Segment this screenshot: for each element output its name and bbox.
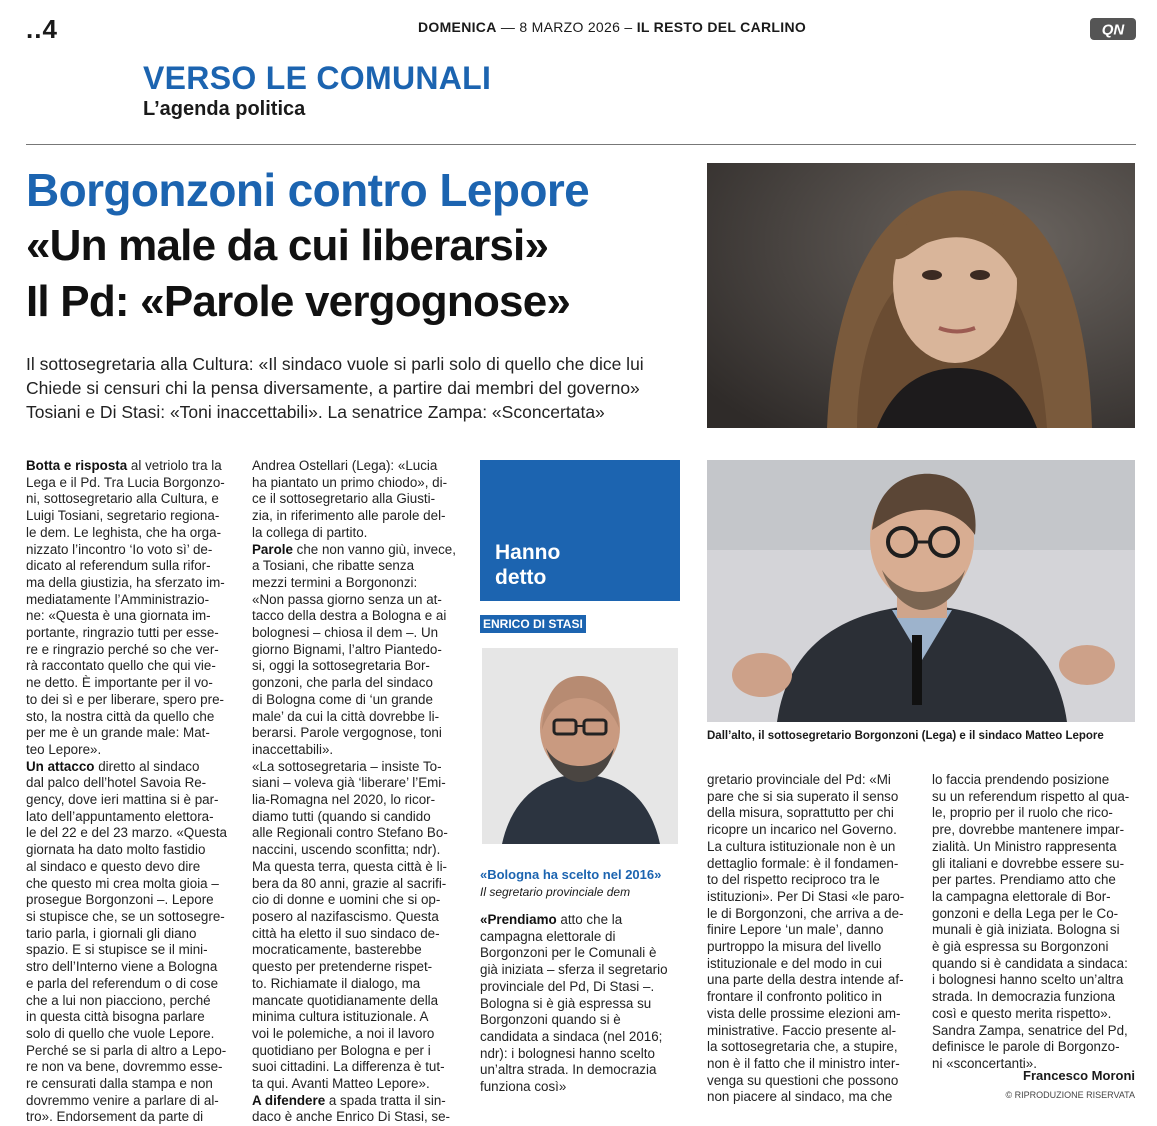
text-line: Un attacco diretto al sindaco	[26, 758, 200, 774]
text-line: lia-Romagna nel 2020, lo ricor-	[252, 792, 436, 808]
portrait-woman-illustration	[707, 163, 1135, 428]
text-line: mancate quotidianamente della	[252, 992, 439, 1008]
text-line: munali è già iniziata. Bologna si	[932, 922, 1120, 938]
text-line: quotidiano per Bologna e per i	[252, 1042, 431, 1058]
text-line: gonzoni e della Lega per le Co-	[932, 905, 1119, 921]
text-line: finire Lepore ‘un male’, danno	[707, 922, 884, 938]
text-line: gli italiani e dovrebbe essere su-	[932, 855, 1125, 871]
text-line: la campagna elettorale di Bor-	[932, 888, 1111, 904]
text-line: pare che si sia superato il senso	[707, 788, 899, 804]
text-line: le, proprio per il ruolo che rico-	[932, 805, 1113, 821]
headline	[26, 162, 696, 330]
text-line: campagna elettorale di	[480, 928, 616, 944]
text-line: le dem. Le leghista, che ha orga-	[26, 524, 222, 540]
text-line: prosegue Borgonzoni –. Lepore	[26, 892, 214, 908]
text-line: che questo mi crea molta gioia –	[26, 875, 219, 891]
text-line: Sandra Zampa, senatrice del Pd,	[932, 1022, 1128, 1038]
section-subtitle: L’agenda politica	[143, 98, 306, 120]
text-line: così e questo merita rispetto».	[932, 1005, 1112, 1021]
text-line: ministrative. Faccio presente al-	[707, 1022, 897, 1038]
text-line: non piacere al sindaco, ma che	[707, 1089, 893, 1105]
text-line: to dei sì e per liberare, spero pre-	[26, 691, 224, 707]
text-line: mezzi termini a Borgononzi:	[252, 574, 418, 590]
text-line: dettaglio formale: è il fondamen-	[707, 855, 899, 871]
text-line: per me è un grande male: Mat-	[26, 725, 210, 741]
text-line: male’ da cui la città dovrebbe li-	[252, 708, 440, 724]
text-line: cio di donne e uomini che si op-	[252, 892, 441, 908]
text-line: rà raccontato quello che qui vie-	[26, 658, 216, 674]
text-line: frontare il confronto politico in	[707, 989, 882, 1005]
text-line: non è il fatto che il ministro inter-	[707, 1055, 900, 1071]
article-column-1	[26, 458, 231, 1126]
hanno-detto-label: Hanno detto	[495, 541, 561, 589]
text-line: istituzionale e del modo in cui	[707, 955, 882, 971]
qn-logo-text: QN	[1101, 21, 1125, 39]
quote-role: Il segretario provinciale dem	[480, 885, 631, 899]
dash-separator: —	[500, 19, 520, 35]
text-line: Ma questa terra, questa città è li-	[252, 858, 448, 874]
text-line: si stupisce che, se un sottosegre-	[26, 908, 225, 924]
text-line: a Tosiani, che ribatte senza	[252, 558, 415, 574]
text-line: dal palco dell’hotel Savoia Re-	[26, 775, 207, 791]
text-line: strada. In democrazia funziona	[932, 989, 1116, 1005]
date: 8 MARZO 2026	[519, 19, 621, 35]
text-line: tro». Endorsement da parte di	[26, 1109, 204, 1125]
text-line: spazio. E si stupisce se il mini-	[26, 942, 208, 958]
text-line: e parla del referendum o di cose	[26, 975, 219, 991]
text-line: quando si è candidata a sindaca:	[932, 955, 1128, 971]
text-line: si, oggi la sottosegretaria Bor-	[252, 658, 430, 674]
text-line: già iniziata – sferza il segretario	[480, 962, 668, 978]
text-line: le del 22 e del 23 marzo. «Questa	[26, 825, 227, 841]
page-number: ..4	[26, 14, 58, 44]
text-line: ricopre un incarico nel Governo.	[707, 822, 897, 838]
text-line: tacco della destra a Bologna e ai	[252, 608, 447, 624]
text-line: ne detto. È importante per il vo-	[26, 675, 213, 691]
text-line: portante, ringrazio tutti per esse-	[26, 625, 219, 641]
text-line: ndr): i bolognesi hanno scelto	[480, 1045, 655, 1061]
text-line: istituzioni». Per Di Stasi «le paro-	[707, 888, 905, 904]
text-line: bera da 80 anni, grazie al sacrifi-	[252, 875, 447, 891]
text-line: giorno Bignami, l’altro Piantedo-	[252, 641, 442, 657]
text-line: per partes. Prendiamo atto che	[932, 872, 1116, 888]
hanno-detto-box	[480, 460, 680, 601]
text-line: funziona così»	[480, 1079, 567, 1095]
text-line: i bolognesi hanno scelto un’altra	[932, 972, 1124, 988]
text-line: stro dell’Interno viene a Bologna	[26, 959, 218, 975]
text-line: minima cultura istituzionale. A	[252, 1009, 429, 1025]
text-line: La cultura istituzionale non è un	[707, 838, 896, 854]
text-line: in questa città bisogna parlare	[26, 1009, 205, 1025]
dateline	[418, 19, 806, 35]
text-line: è già espressa su Borgonzoni	[932, 939, 1109, 955]
text-line: Botta e risposta al vetriolo tra la	[26, 458, 222, 473]
article-column-2	[252, 458, 460, 1126]
text-line: una parte della destra intende af-	[707, 972, 904, 988]
text-line: suoi cittadini. La differenza è tut-	[252, 1059, 445, 1075]
copyright-notice: © RIPRODUZIONE RISERVATA	[1005, 1090, 1135, 1100]
subheadline-line: Tosiani e Di Stasi: «Toni inaccettabili». La senatrice Zampa: «Sconcertata»	[26, 402, 605, 422]
text-line: «La sottosegretaria – insiste To-	[252, 758, 442, 774]
text-line: le di Borgonzoni, che arriva a de-	[707, 905, 904, 921]
portrait-man-illustration	[707, 460, 1135, 722]
dash-separator: –	[624, 19, 637, 35]
text-line: della misura, soprattutto per chi	[707, 805, 894, 821]
divider	[26, 144, 1136, 145]
text-line: sto, la nostra città da quello che	[26, 708, 215, 724]
text-line: mocraticamente, basterebbe	[252, 942, 422, 958]
text-line: giornata ha dato molto fastidio	[26, 842, 206, 858]
text-line: gonzoni, che parla del sindaco	[252, 675, 433, 691]
photo-caption: Dall’alto, il sottosegretario Borgonzoni (Lega) e il sindaco Matteo Lepore	[707, 730, 1104, 742]
text-line: naccini, uscendo sconfitta; ndr).	[252, 842, 441, 858]
text-line: alle Regionali contro Stefano Bo-	[252, 825, 448, 841]
text-line: la collega di partito.	[252, 524, 368, 540]
text-line: mediatamente l’Amministrazio-	[26, 591, 210, 607]
text-line: pre, dovrebbe mantenere impar-	[932, 822, 1125, 838]
text-line: tario parla, i giornali gli diano	[26, 925, 197, 941]
text-line: ta qui. Avanti Matteo Lepore».	[252, 1076, 430, 1092]
subheadline	[26, 352, 706, 424]
text-line: lato dell’appuntamento elettora-	[26, 808, 214, 824]
text-line: nizzato l’incontro ‘Io voto sì’ de-	[26, 541, 213, 557]
text-line: al sindaco e questo devo dire	[26, 858, 201, 874]
qn-logo-icon	[1090, 18, 1136, 40]
text-line: ni, sottosegretario alla Cultura, e	[26, 491, 219, 507]
text-line: Luigi Tosiani, segretario regiona-	[26, 508, 220, 524]
text-line: Perché se si parla di altro a Lepo-	[26, 1042, 227, 1058]
text-line: «Prendiamo atto che la	[480, 912, 623, 927]
day: DOMENICA	[418, 19, 497, 35]
text-line: solo di quello che vuole Lepore.	[26, 1025, 215, 1041]
text-line: ce il sottosegretario alla Giusti-	[252, 491, 436, 507]
text-line: definisce le parole di Borgonzo-	[932, 1039, 1120, 1055]
section-heading	[143, 60, 491, 122]
speaker-name-tag: ENRICO DI STASI	[480, 615, 586, 633]
text-line: re censurati dalla stampa e non	[26, 1076, 213, 1092]
text-line: ma della giustizia, ha sferzato im-	[26, 574, 225, 590]
text-line: purtroppo la misura del livello	[707, 939, 882, 955]
page-header	[26, 14, 1136, 44]
text-line: Bologna si è già espressa su	[480, 995, 652, 1011]
text-line: bolognesi – chiosa il dem –. Un	[252, 625, 439, 641]
text-line: to del rispetto reciproco tra le	[707, 872, 880, 888]
text-line: questo per pretenderne rispet-	[252, 959, 433, 975]
text-line: gretario provinciale del Pd: «Mi	[707, 772, 891, 787]
text-line: inaccettabili».	[252, 741, 334, 757]
text-line: ha piantato un primo chiodo», di-	[252, 474, 448, 490]
text-line: zialità. Un Ministro rappresenta	[932, 838, 1117, 854]
photo-lepore	[707, 460, 1135, 722]
photo-borgonzoni	[707, 163, 1135, 428]
text-line: Lega e il Pd. Tra Lucia Borgonzo-	[26, 474, 225, 490]
text-line: posero al nazifascismo. Questa	[252, 908, 439, 924]
text-line: la sottosegretaria che, a stupire,	[707, 1039, 898, 1055]
text-line: che a lui non piacciono, perché	[26, 992, 211, 1008]
text-line: to. Richiamate il dialogo, ma	[252, 975, 421, 991]
text-line: re e ringrazio perché so che ver-	[26, 641, 219, 657]
text-line: teo Lepore».	[26, 741, 102, 757]
article-column-5	[932, 772, 1136, 1073]
section-title: VERSO LE COMUNALI	[143, 60, 492, 96]
portrait-di-stasi-illustration	[482, 648, 678, 844]
article-column-4	[707, 772, 911, 1106]
text-line: Andrea Ostellari (Lega): «Lucia	[252, 458, 438, 473]
text-line: voi le polemiche, a noi il lavoro	[252, 1025, 435, 1041]
quote-title: «Bologna ha scelto nel 2016»	[480, 867, 662, 882]
avatar-di-stasi	[482, 648, 678, 844]
text-line: su un referendum rispetto al qua-	[932, 788, 1130, 804]
text-line: A difendere a spada tratta il sin-	[252, 1092, 446, 1108]
text-line: Parole che non vanno giù, invece,	[252, 541, 456, 557]
sidebar-quote-body	[480, 912, 680, 1096]
text-line: daco è anche Enrico Di Stasi, se-	[252, 1109, 450, 1125]
text-line: zia, in riferimento alle parole del-	[252, 508, 446, 524]
text-line: provinciale del Pd, Di Stasi –.	[480, 978, 655, 994]
text-line: città ha eletto il suo sindaco de-	[252, 925, 440, 941]
text-line: lo faccia prendendo posizione	[932, 772, 1110, 787]
text-line: «Non passa giorno senza un at-	[252, 591, 442, 607]
text-line: di Bologna come di ‘un grande	[252, 691, 433, 707]
text-line: ne: «Questa è una giornata im-	[26, 608, 211, 624]
byline: Francesco Moroni	[1023, 1068, 1135, 1083]
headline-line-3: Il Pd: «Parole vergognose»	[26, 277, 571, 326]
text-line: ni «sconcertanti».	[932, 1055, 1037, 1071]
text-line: Borgonzoni quando si è	[480, 1012, 621, 1028]
text-line: candidata a sindaca (nel 2016;	[480, 1028, 663, 1044]
headline-line-1: Borgonzoni contro Lepore	[26, 164, 590, 216]
text-line: siani – voleva già ‘liberare’ l’Emi-	[252, 775, 446, 791]
text-line: diamo tutti (quando si candido	[252, 808, 431, 824]
subheadline-line: Chiede si censuri chi la pensa diversamente, a partire dai membri del governo»	[26, 378, 640, 398]
text-line: berarsi. Parole vergognose, toni	[252, 725, 442, 741]
text-line: venga su questioni che possono	[707, 1072, 899, 1088]
headline-line-2: «Un male da cui liberarsi»	[26, 221, 549, 270]
text-line: dovremmo venire a parlare di al-	[26, 1092, 219, 1108]
text-line: dicato al referendum sulla rifor-	[26, 558, 211, 574]
subheadline-line: Il sottosegretaria alla Cultura: «Il sindaco vuole si parli solo di quello che dice lui	[26, 354, 644, 374]
text-line: un’altra strada. In democrazia	[480, 1062, 657, 1078]
text-line: re non va bene, dovremmo esse-	[26, 1059, 223, 1075]
text-line: vista delle prossime elezioni am-	[707, 1005, 901, 1021]
newspaper-name: IL RESTO DEL CARLINO	[636, 19, 807, 35]
text-line: Borgonzoni per le Comunali è	[480, 945, 657, 961]
text-line: gency, dove ieri mattina si è par-	[26, 792, 219, 808]
